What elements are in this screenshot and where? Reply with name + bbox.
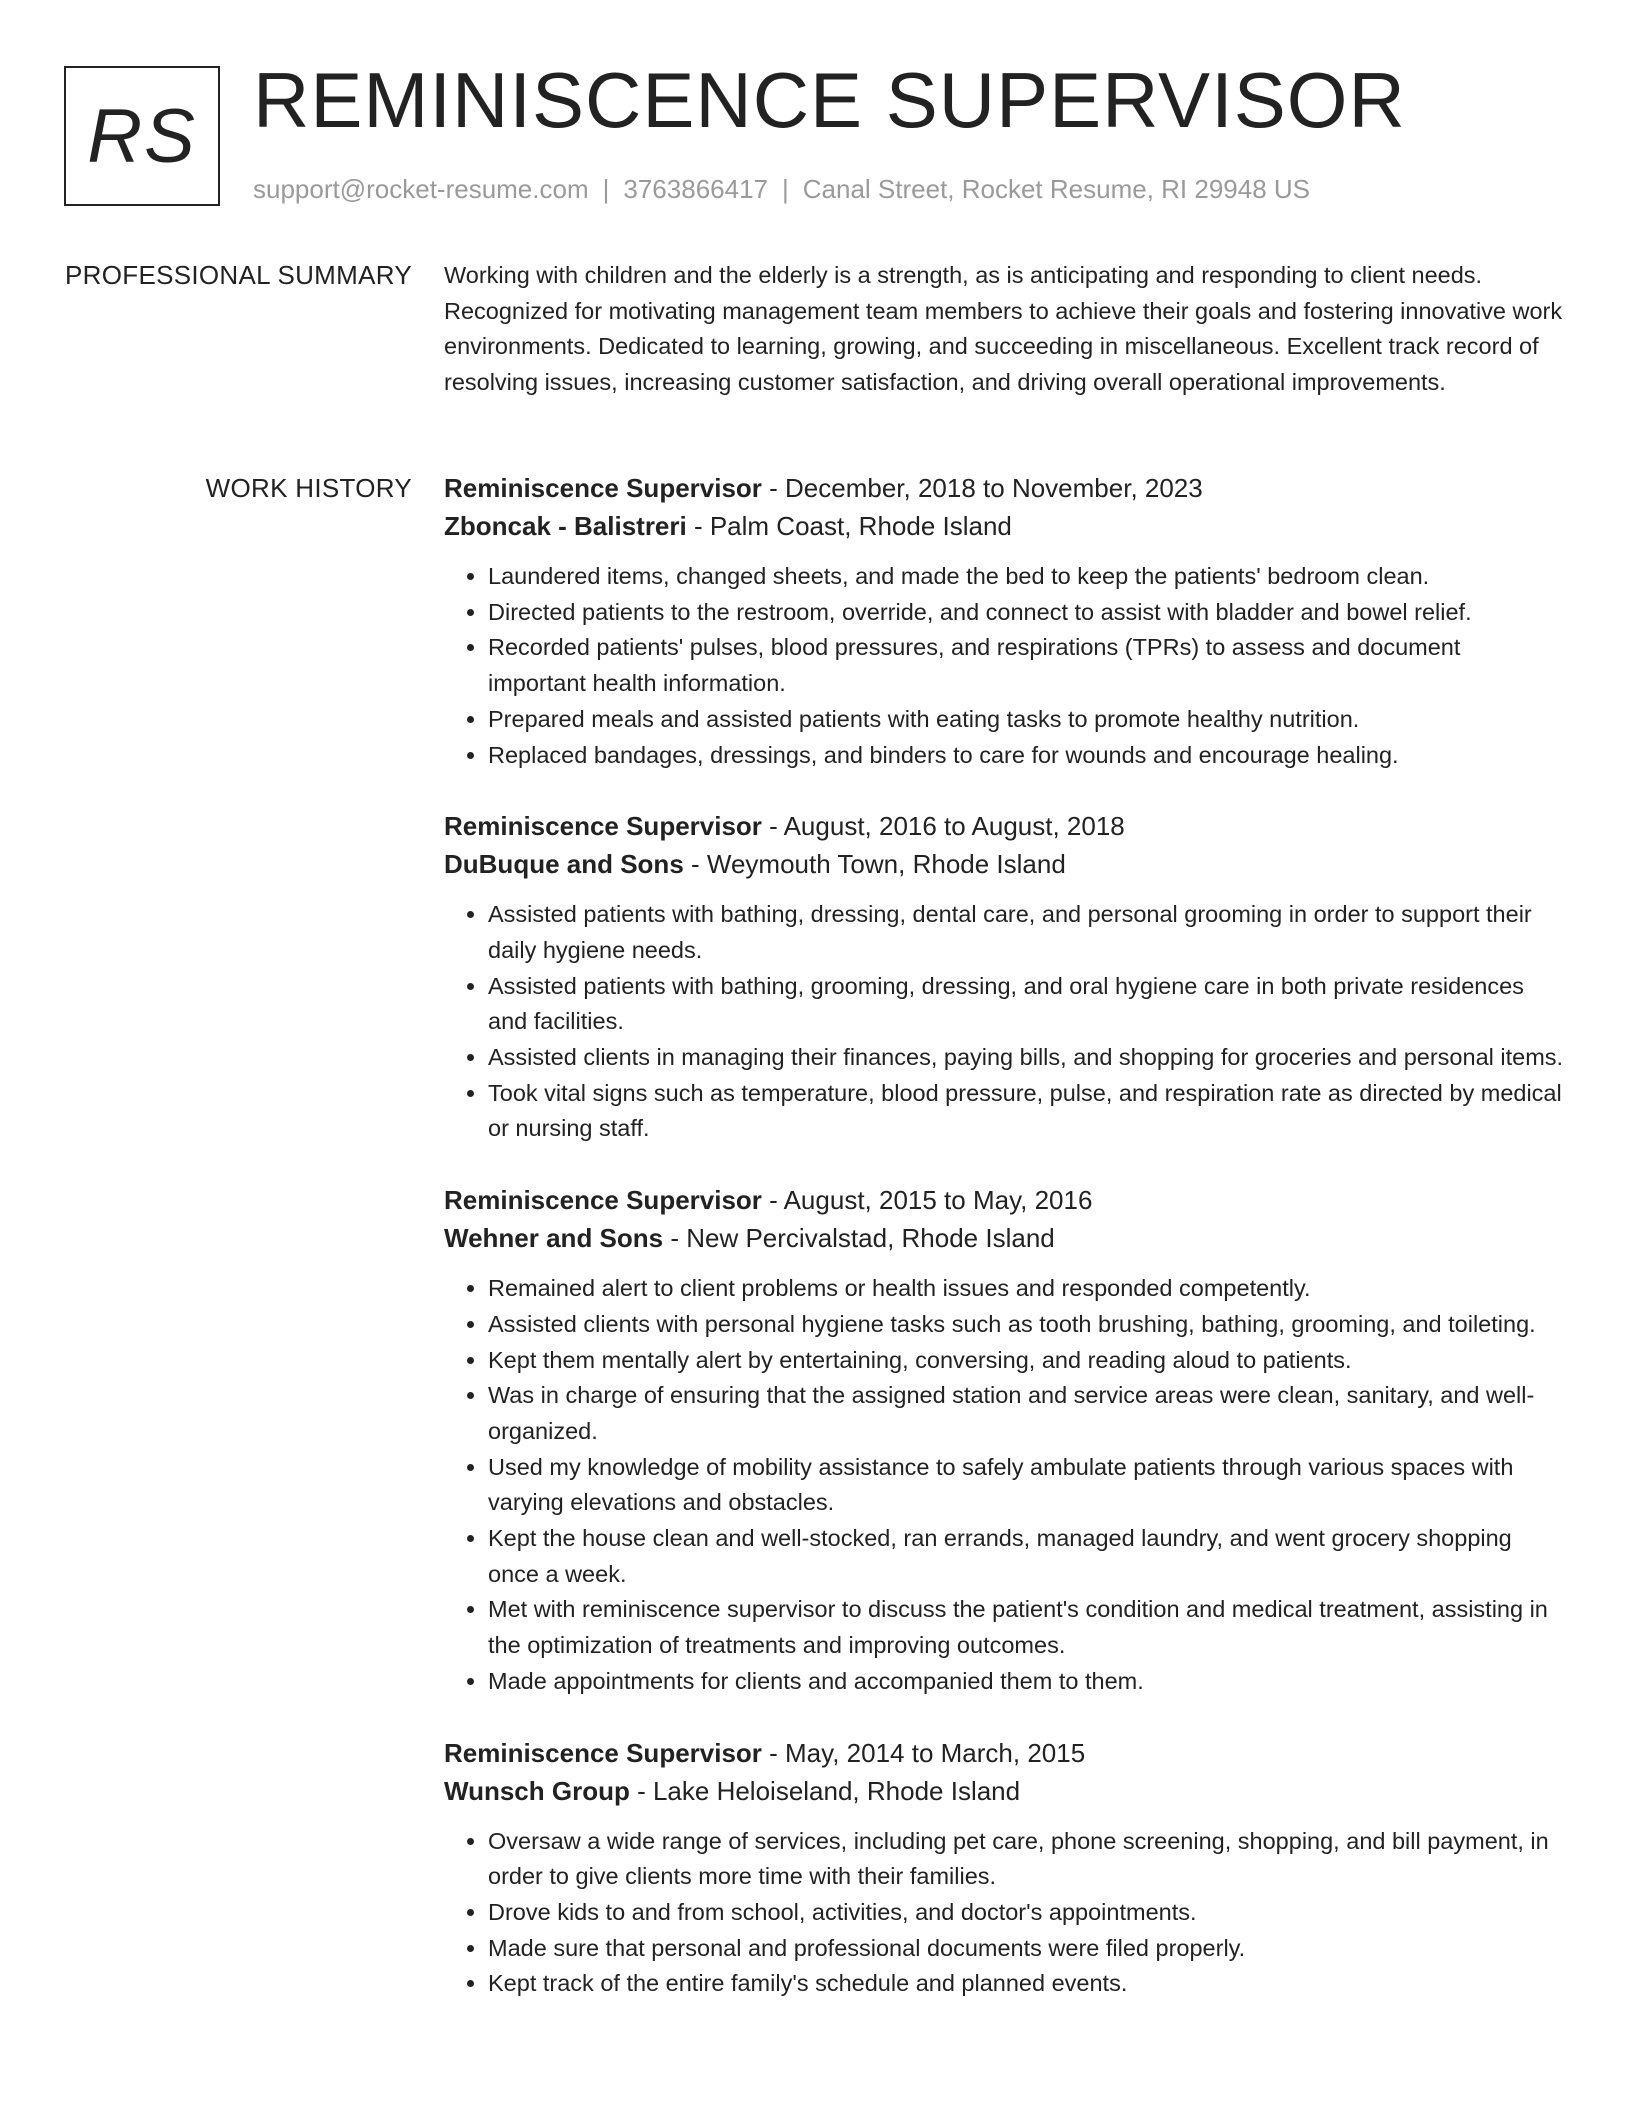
job-duty-item: • Assisted clients with personal hygiene tasks such as tooth brushing, bathing, grooming, and toileting. [488, 1307, 1564, 1343]
job-duty-item: • Made appointments for clients and accompanied them to them. [488, 1664, 1564, 1700]
job-company: Wehner and Sons [444, 1223, 664, 1254]
job-dates: - August, 2015 to May, 2016 [761, 1185, 1093, 1216]
job-location: - Palm Coast, Rhode Island [686, 511, 1012, 541]
job-dates: - December, 2018 to November, 2023 [761, 473, 1203, 503]
contact-phone: 3763866417 [623, 174, 768, 204]
job-duty-item: • Assisted patients with bathing, dressing, dental care, and personal grooming in order to support their daily hygiene needs. [488, 897, 1564, 968]
contact-address: Canal Street, Rocket Resume, RI 29948 US [802, 174, 1311, 204]
job-duty-item: • Kept the house clean and well-stocked, ran errands, managed laundry, and went grocery shopping once a week. [488, 1521, 1564, 1592]
contact-line [253, 174, 1310, 205]
job-location: - Lake Heloiseland, Rhode Island [629, 1775, 1021, 1806]
job-company-line [444, 1772, 1564, 1810]
job-duty-item: • Laundered items, changed sheets, and made the bed to keep the patients' bedroom clean. [488, 559, 1564, 595]
contact-email: support@rocket-resume.com [253, 174, 589, 204]
job-dates: - May, 2014 to March, 2015 [761, 1737, 1086, 1768]
job-duty-item: • Took vital signs such as temperature, blood pressure, pulse, and respiration rate as directed by medical or nursing staff. [488, 1076, 1564, 1147]
job-duty-item: • Made sure that personal and professional documents were filed properly. [488, 1931, 1564, 1967]
job-company-line [444, 1219, 1564, 1257]
job-title-line [444, 807, 1564, 845]
job-company: DuBuque and Sons [444, 849, 684, 880]
job-company-line [444, 845, 1564, 883]
contact-separator: | [782, 174, 789, 204]
job-duty-item: • Was in charge of ensuring that the assigned station and service areas were clean, sanitary, and well-organized. [488, 1378, 1564, 1449]
job-duty-item: • Kept them mentally alert by entertaining, conversing, and reading aloud to patients. [488, 1343, 1564, 1379]
job-title: Reminiscence Supervisor [444, 811, 762, 842]
job-duty-item: • Remained alert to client problems or health issues and responded competently. [488, 1271, 1564, 1307]
job-duty-item: • Used my knowledge of mobility assistance to safely ambulate patients through various spaces with varying elevations and obstacles. [488, 1450, 1564, 1521]
summary-text: Working with children and the elderly is a strength, as is anticipating and responding to client needs. Recognized for motivating management team members to achieve their goals and fostering innovative work environments. Dedicated to learning, growing, and succeeding in miscellaneous. Excellent track record of resolving issues, increasing customer satisfaction, and driving overall operational improvements. [444, 262, 1563, 396]
summary-section-body [444, 258, 1564, 401]
work-history-list [444, 469, 1564, 2036]
job-company: Zboncak - Balistreri [444, 511, 687, 541]
job-location: - New Percivalstad, Rhode Island [663, 1223, 1055, 1254]
job-entry [444, 807, 1564, 1147]
job-entry [444, 1181, 1564, 1699]
job-entry [444, 469, 1564, 773]
job-duty-item: • Assisted patients with bathing, grooming, dressing, and oral hygiene care in both private residences and facilities. [488, 969, 1564, 1040]
job-duty-item: • Recorded patients' pulses, blood pressures, and respirations (TPRs) to assess and document important health information. [488, 630, 1564, 701]
job-duties-list [444, 559, 1564, 773]
job-title-line [444, 1181, 1564, 1219]
job-title: Reminiscence Supervisor [444, 1737, 762, 1768]
job-company-line [444, 507, 1564, 545]
job-location: - Weymouth Town, Rhode Island [683, 849, 1066, 880]
job-duty-item: • Met with reminiscence supervisor to discuss the patient's condition and medical treatment, assisting in the optimization of treatments and improving outcomes. [488, 1592, 1564, 1663]
job-duty-item: • Assisted clients in managing their finances, paying bills, and shopping for groceries and personal items. [488, 1040, 1564, 1076]
job-duties-list [444, 1824, 1564, 2003]
job-duties-list [444, 897, 1564, 1147]
job-company: Wunsch Group [444, 1775, 630, 1806]
job-duty-item: • Kept track of the entire family's schedule and planned events. [488, 1966, 1564, 2002]
monogram-logo: RS [64, 66, 220, 206]
candidate-name: REMINISCENCE SUPERVISOR [253, 56, 1406, 144]
job-dates: - August, 2016 to August, 2018 [761, 811, 1125, 842]
contact-separator: | [602, 174, 610, 204]
job-duty-item: • Replaced bandages, dressings, and binders to care for wounds and encourage healing. [488, 738, 1564, 774]
job-title: Reminiscence Supervisor [444, 1185, 762, 1216]
job-title-line [444, 469, 1564, 507]
job-duty-item: • Directed patients to the restroom, override, and connect to assist with bladder and bowel relief. [488, 595, 1564, 631]
job-entry [444, 1734, 1564, 2003]
job-title: Reminiscence Supervisor [444, 473, 762, 503]
job-duty-item: • Drove kids to and from school, activities, and doctor's appointments. [488, 1895, 1564, 1931]
job-duties-list [444, 1271, 1564, 1699]
job-duty-item: • Prepared meals and assisted patients with eating tasks to promote healthy nutrition. [488, 702, 1564, 738]
summary-section-label: PROFESSIONAL SUMMARY [65, 260, 412, 290]
work-history-section-label: WORK HISTORY [205, 473, 412, 503]
job-duty-item: • Oversaw a wide range of services, including pet care, phone screening, shopping, and bill payment, in order to give clients more time with their families. [488, 1824, 1564, 1895]
job-title-line [444, 1734, 1564, 1772]
